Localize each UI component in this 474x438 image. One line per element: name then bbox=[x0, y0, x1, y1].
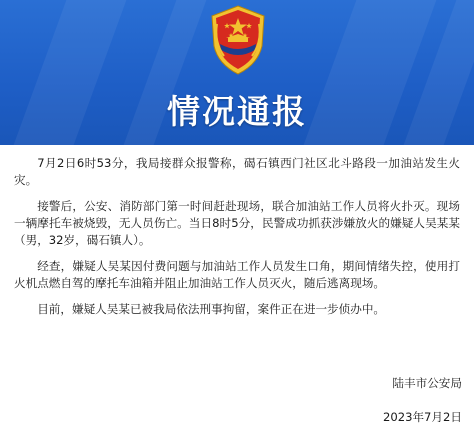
paragraph: 7月2日6时53分，我局接群众报警称，碣石镇西门社区北斗路段一加油站发生火灾。 bbox=[14, 156, 460, 187]
issue-date: 2023年7月2日 bbox=[382, 410, 462, 424]
notice-body bbox=[0, 145, 474, 318]
police-emblem-icon bbox=[208, 4, 268, 76]
paragraph: 经查，嫌疑人吴某因付费问题与加油站工作人员发生口角，期间情绪失控，使用打火机点燃自驾的摩托车油箱并阻止加油站工作人员灭火，随后逃离现场。 bbox=[14, 259, 460, 290]
header-banner bbox=[0, 0, 474, 145]
paragraph: 目前，嫌疑人吴某已被我局依法刑事拘留，案件正在进一步侦办中。 bbox=[37, 302, 386, 316]
paragraph: 接警后，公安、消防部门第一时间赶赴现场，联合加油站工作人员将火扑灭。现场一辆摩托车被烧毁，无人员伤亡。当日8时5分，民警成功抓获涉嫌放火的嫌疑人吴某某（男，32岁，碣石镇人）。 bbox=[14, 199, 460, 247]
page-title: 情况通报 bbox=[167, 92, 307, 131]
issuing-organization: 陆丰市公安局 bbox=[392, 376, 462, 390]
